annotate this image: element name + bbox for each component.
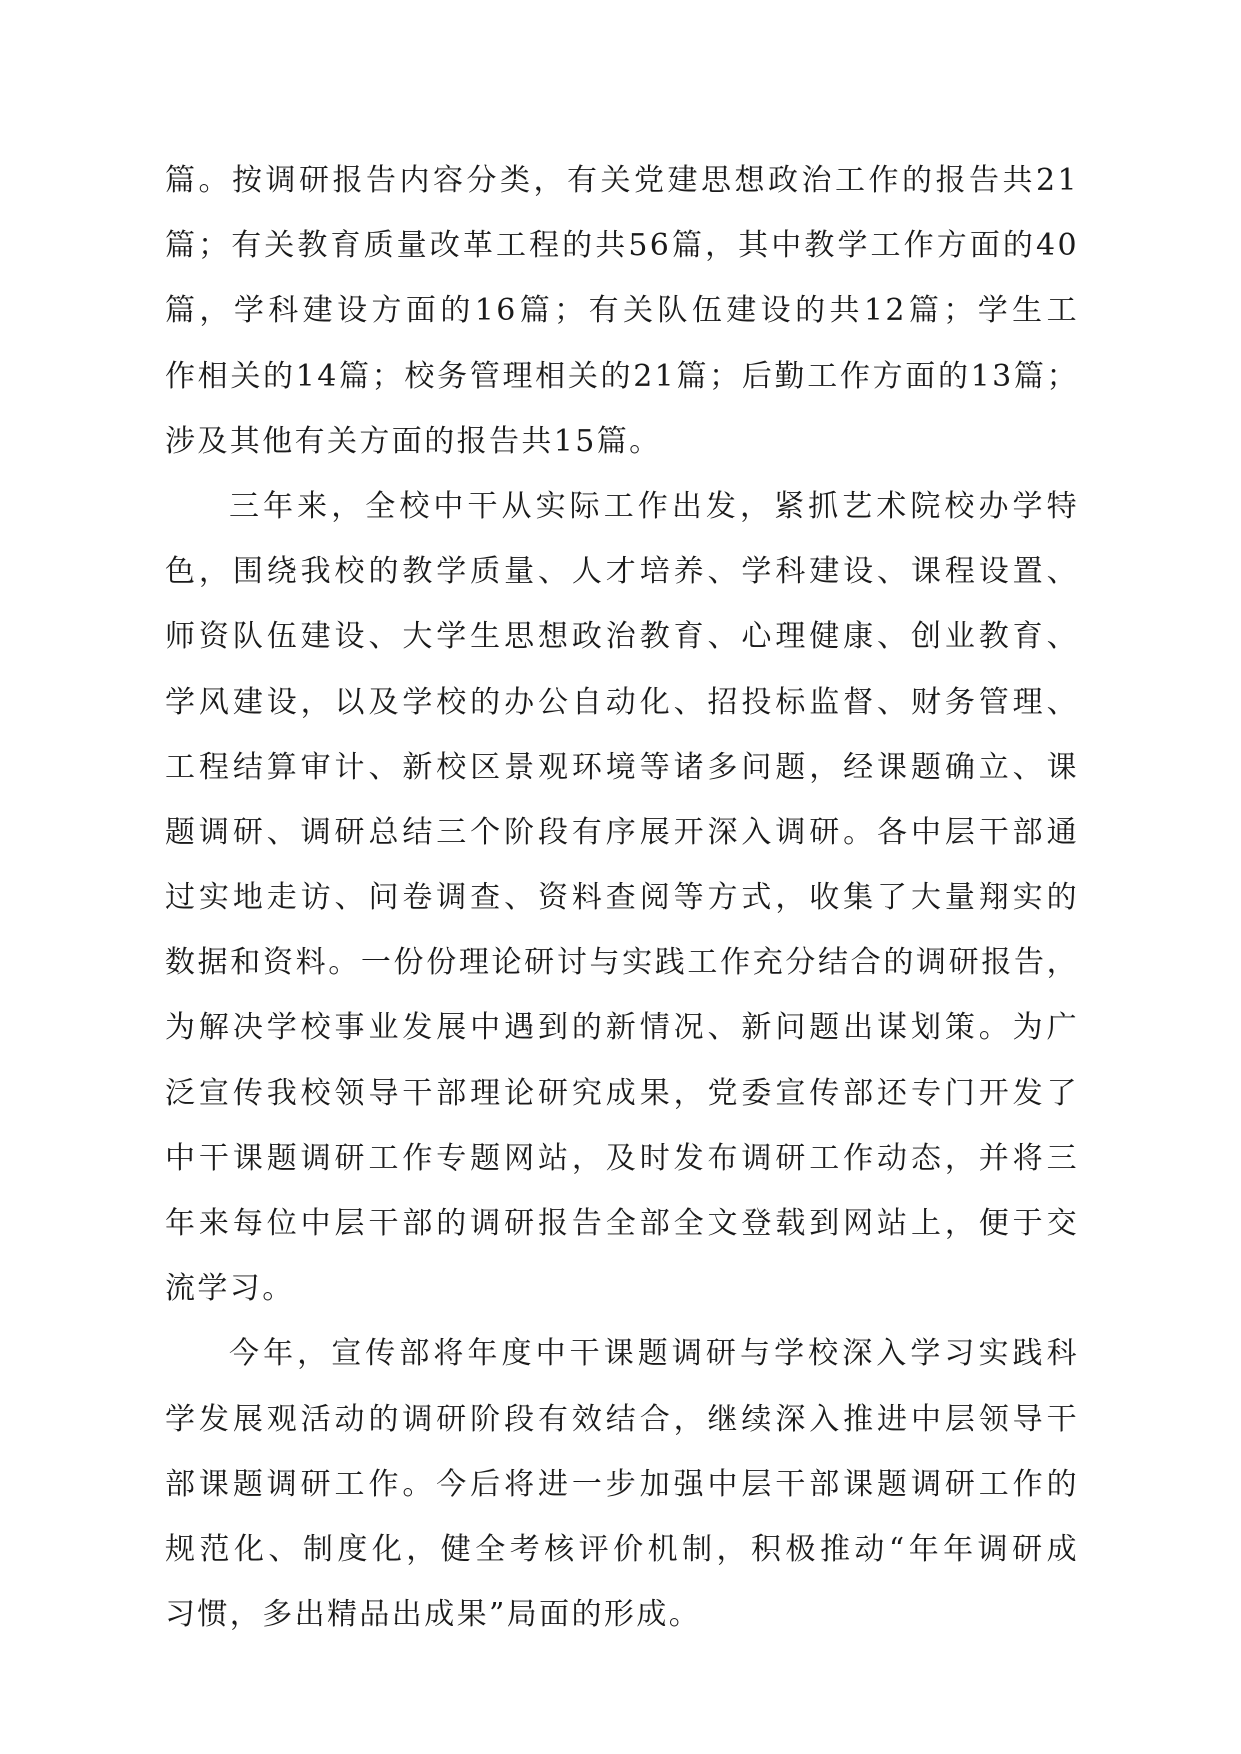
paragraph-2-line-9: 为解决学校事业发展中遇到的新情况、新问题出谋划策。为广 — [165, 1010, 1079, 1046]
paragraph-2-line-8: 数据和资料。一份份理论研讨与实践工作充分结合的调研报告， — [165, 945, 1079, 981]
body-text — [165, 148, 1079, 1647]
paragraph-1-line-1: 篇。按调研报告内容分类，有关党建思想政治工作的报告共21 — [165, 163, 1079, 198]
paragraph-1-line-5: 涉及其他有关方面的报告共15篇。 — [165, 423, 662, 459]
paragraph-2-line-7: 过实地走访、问卷调查、资料查阅等方式，收集了大量翔实的 — [165, 880, 1079, 916]
paragraph-2-line-6: 题调研、调研总结三个阶段有序展开深入调研。各中层干部通 — [165, 814, 1079, 850]
paragraph-2-line-3: 师资队伍建设、大学生思想政治教育、心理健康、创业教育、 — [165, 619, 1079, 655]
paragraph-2-line-5: 工程结算审计、新校区景观环境等诸多问题，经课题确立、课 — [165, 749, 1079, 785]
paragraph-3-line-3: 部课题调研工作。今后将进一步加强中层干部课题调研工作的 — [165, 1466, 1079, 1502]
paragraph-2-line-11: 中干课题调研工作专题网站，及时发布调研工作动态，并将三 — [165, 1140, 1079, 1176]
paragraph-2-line-12: 年来每位中层干部的调研报告全部全文登载到网站上，便于交 — [165, 1206, 1079, 1241]
paragraph-2-line-1: 三年来，全校中干从实际工作出发，紧抓艺术院校办学特 — [229, 488, 1079, 524]
paragraph-2-line-10: 泛宣传我校领导干部理论研究成果，党委宣传部还专门开发了 — [165, 1075, 1079, 1111]
paragraph-1-line-3: 篇，学科建设方面的16篇；有关队伍建设的共12篇；学生工 — [165, 293, 1079, 329]
paragraph-3-line-4: 规范化、制度化，健全考核评价机制，积极推动“年年调研成 — [165, 1531, 1079, 1567]
paragraph-3-line-5: 习惯，多出精品出成果”局面的形成。 — [165, 1597, 702, 1633]
paragraph-3-line-2: 学发展观活动的调研阶段有效结合，继续深入推进中层领导干 — [165, 1401, 1079, 1437]
paragraph-1-line-2: 篇；有关教育质量改革工程的共56篇，其中教学工作方面的40 — [165, 228, 1079, 264]
paragraph-3-line-1: 今年，宣传部将年度中干课题调研与学校深入学习实践科 — [229, 1336, 1079, 1372]
paragraph-1-line-4: 作相关的14篇；校务管理相关的21篇；后勤工作方面的13篇； — [165, 358, 1079, 394]
paragraph-2-line-13: 流学习。 — [165, 1271, 295, 1307]
paragraph-2-line-2: 色，围绕我校的教学质量、人才培养、学科建设、课程设置、 — [165, 554, 1079, 590]
paragraph-2-line-4: 学风建设，以及学校的办公自动化、招投标监督、财务管理、 — [165, 684, 1079, 720]
